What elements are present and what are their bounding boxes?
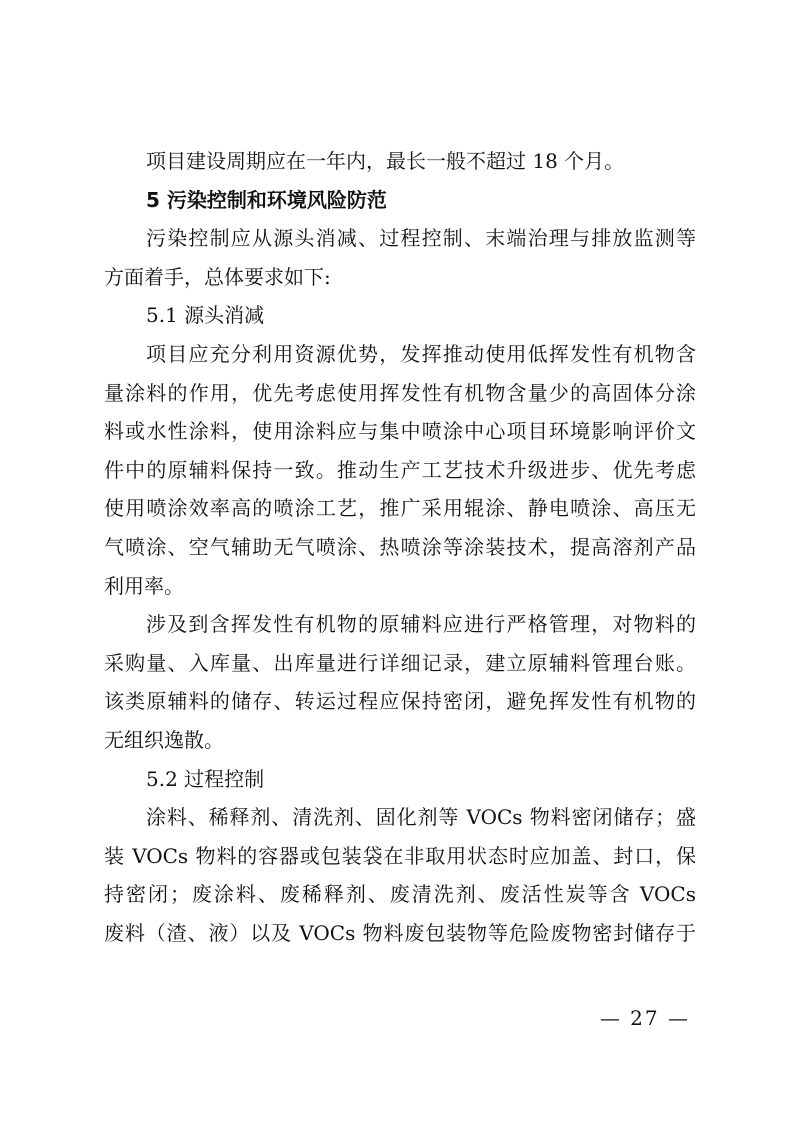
paragraph-line: 料或水性涂料，使用涂料应与集中喷涂中心项目环境影响评价文 xyxy=(104,419,696,444)
paragraph-line: 该类原辅料的储存、转运过程应保持密闭，避免挥发性有机物的 xyxy=(104,689,696,714)
section-heading: 5 污染控制和环境风险防范 xyxy=(146,187,387,212)
paragraph-line: 方面着手，总体要求如下: xyxy=(104,264,331,289)
page-number: — 27 — xyxy=(599,1006,690,1030)
paragraph-line: 项目建设周期应在一年内，最长一般不超过 18 个月。 xyxy=(146,149,625,173)
paragraph-line: 量涂料的作用，优先考虑使用挥发性有机物含量少的高固体分涂 xyxy=(104,380,696,405)
paragraph-line: 利用率。 xyxy=(104,573,184,598)
subsection-heading: 5.1 源头消减 xyxy=(146,303,265,328)
paragraph-line: 使用喷涂效率高的喷涂工艺，推广采用辊涂、静电喷涂、高压无 xyxy=(104,496,696,521)
paragraph-line: 污染控制应从源头消减、过程控制、末端治理与排放监测等 xyxy=(146,226,696,251)
paragraph-line: 涉及到含挥发性有机物的原辅料应进行严格管理，对物料的 xyxy=(146,612,696,637)
paragraph-line: 项目应充分利用资源优势，发挥推动使用低挥发性有机物含 xyxy=(146,341,696,366)
document-body xyxy=(104,142,696,952)
paragraph-line: 件中的原辅料保持一致。推动生产工艺技术升级进步、优先考虑 xyxy=(104,457,696,482)
paragraph-line: 涂料、稀释剂、清洗剂、固化剂等 VOCs 物料密闭储存；盛 xyxy=(146,805,696,830)
paragraph-line: 装 VOCs 物料的容器或包装袋在非取用状态时应加盖、封口，保 xyxy=(104,843,696,868)
paragraph-line: 废料（渣、液）以及 VOCs 物料废包装物等危险废物密封储存于 xyxy=(104,920,696,945)
subsection-heading: 5.2 过程控制 xyxy=(146,766,265,791)
paragraph-line: 无组织逸散。 xyxy=(104,727,224,752)
paragraph-line: 采购量、入库量、出库量进行详细记录，建立原辅料管理台账。 xyxy=(104,650,696,675)
paragraph-line: 持密闭；废涂料、废稀释剂、废清洗剂、废活性炭等含 VOCs xyxy=(104,882,696,907)
paragraph-line: 气喷涂、空气辅助无气喷涂、热喷涂等涂装技术，提高溶剂产品 xyxy=(104,534,696,559)
